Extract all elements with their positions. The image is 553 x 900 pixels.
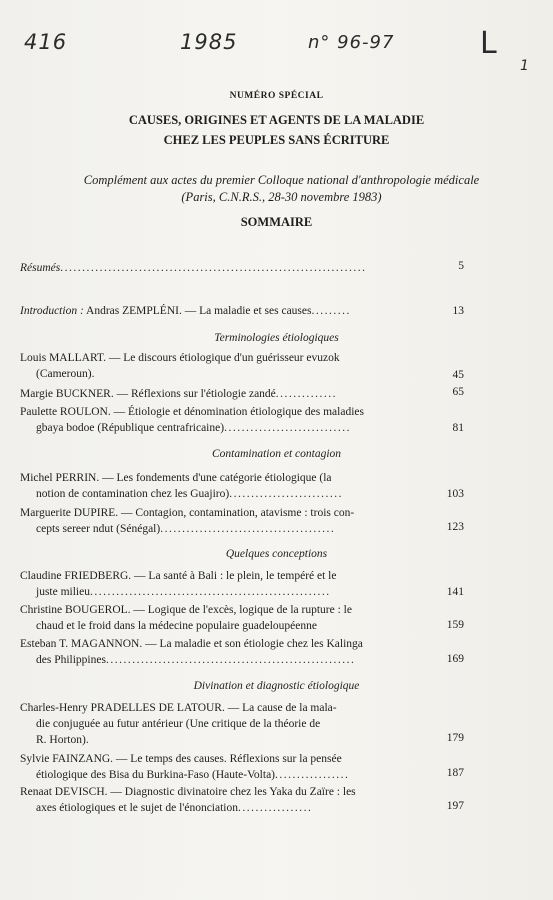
section-title: Contamination et contagion xyxy=(211,448,342,460)
toc-line: des Philippines xyxy=(36,654,106,666)
toc-line: Esteban T. MAGANNON. — La maladie et son étiologie chez les Kalinga xyxy=(20,638,363,650)
toc-page-number: 81 xyxy=(452,422,464,434)
toc-entry: Marguerite DUPIRE. — Contagion, contamination, atavisme : trois con- cepts sereer ndut (Sénégal)........................................ xyxy=(20,505,460,537)
toc-line: Renaat DEVISCH. — Diagnostic divinatoire chez les Yaka du Zaïre : les xyxy=(20,786,356,798)
toc-page-number: 13 xyxy=(452,305,464,317)
handwritten-year: 1985 xyxy=(180,30,238,54)
toc-label: Résumés xyxy=(20,262,61,274)
toc-page-number: 45 xyxy=(452,369,464,381)
handwritten-shelf-letter: L xyxy=(480,26,498,61)
handwritten-issue-numbers: n° 96-97 xyxy=(308,32,395,53)
handwritten-shelf-number: 1 xyxy=(520,58,530,74)
toc-entry-resumes: Résumés...................................................................... xyxy=(20,262,367,274)
toc-entry: Michel PERRIN. — Les fondements d'une catégorie étiologique (la notion de contamination chez les Guajiro).......................... xyxy=(20,470,460,502)
section-title: Divination et diagnostic étiologique xyxy=(193,680,360,692)
toc-line: Marguerite DUPIRE. — Contagion, contamination, atavisme : trois con- xyxy=(20,507,355,519)
toc-entry: Claudine FRIEDBERG. — La santé à Bali : le plein, le tempéré et le juste milieu....................................................... xyxy=(20,568,460,600)
toc-page-number: 65 xyxy=(452,386,464,398)
toc-entry-introduction: Introduction : Andras ZEMPLÉNI. — La maladie et ses causes......... xyxy=(20,305,351,317)
toc-entry: Esteban T. MAGANNON. — La maladie et son étiologie chez les Kalinga des Philippines......................................................... xyxy=(20,636,460,668)
toc-page-number: 159 xyxy=(446,619,464,631)
toc-line: chaud et le froid dans la médecine populaire guadeloupéenne xyxy=(36,620,317,632)
toc-line: Sylvie FAINZANG. — Le temps des causes. Réflexions sur la pensée xyxy=(20,753,342,765)
toc-page-number: 169 xyxy=(446,653,464,665)
toc-page-number: 187 xyxy=(446,767,464,779)
toc-line: Louis MALLART. — Le discours étiologique d'un guérisseur evuzok xyxy=(20,352,340,364)
toc-entry: Paulette ROULON. — Étiologie et dénomination étiologique des maladies gbaya bodoe (République centrafricaine)............................. xyxy=(20,404,460,436)
toc-line: Claudine FRIEDBERG. — La santé à Bali : le plein, le tempéré et le xyxy=(20,570,337,582)
toc-line: Margie BUCKNER. — Réflexions sur l'étiologie zandé xyxy=(20,388,276,400)
toc-line: R. Horton). xyxy=(36,734,89,746)
toc-line: Michel PERRIN. — Les fondements d'une catégorie étiologique (la xyxy=(20,472,332,484)
toc-page-number: 5 xyxy=(458,260,464,272)
toc-line: gbaya bodoe (République centrafricaine) xyxy=(36,422,225,434)
toc-line: die conjuguée au futur antérieur (Une critique de la théorie de xyxy=(36,718,321,730)
toc-line: juste milieu xyxy=(36,586,90,598)
sommaire-heading: SOMMAIRE xyxy=(240,215,313,229)
complement-line2: (Paris, C.N.R.S., 28-30 novembre 1983) xyxy=(181,190,382,204)
toc-prefix: Introduction : xyxy=(20,305,84,317)
toc-entry xyxy=(20,350,460,382)
complement-line1: Complément aux actes du premier Colloque national d'anthropologie médicale xyxy=(83,173,480,187)
handwritten-volume: 416 xyxy=(24,30,68,54)
toc-page-number: 197 xyxy=(446,800,464,812)
toc-line: cepts sereer ndut (Sénégal) xyxy=(36,523,161,535)
toc-page-number: 103 xyxy=(446,488,464,500)
section-title: Quelques conceptions xyxy=(225,548,328,560)
issue-title-line1: CAUSES, ORIGINES ET AGENTS DE LA MALADIE xyxy=(128,113,425,127)
special-issue-label: NUMÉRO SPÉCIAL xyxy=(229,91,324,101)
toc-page-number: 123 xyxy=(446,521,464,533)
issue-title-line2: CHEZ LES PEUPLES SANS ÉCRITURE xyxy=(163,133,390,147)
toc-line: axes étiologiques et le sujet de l'énonciation xyxy=(36,802,238,814)
toc-line: Christine BOUGEROL. — Logique de l'excès, logique de la rupture : le xyxy=(20,604,352,616)
toc-entry xyxy=(20,700,460,748)
toc-page-number: 141 xyxy=(446,586,464,598)
toc-page-number: 179 xyxy=(446,732,464,744)
toc-entry: Renaat DEVISCH. — Diagnostic divinatoire chez les Yaka du Zaïre : les axes étiologiques et le sujet de l'énonciation................. xyxy=(20,784,460,816)
toc-text: Andras ZEMPLÉNI. — La maladie et ses causes xyxy=(83,305,312,317)
toc-line: (Cameroun). xyxy=(36,368,95,380)
toc-entry xyxy=(20,602,460,634)
toc-entry: Sylvie FAINZANG. — Le temps des causes. Réflexions sur la pensée étiologique des Bisa du Burkina-Faso (Haute-Volta)................. xyxy=(20,751,460,783)
toc-entry: Margie BUCKNER. — Réflexions sur l'étiologie zandé.............. xyxy=(20,388,338,400)
toc-line: Charles-Henry PRADELLES DE LATOUR. — La cause de la mala- xyxy=(20,702,337,714)
toc-line: notion de contamination chez les Guajiro) xyxy=(36,488,230,500)
toc-line: étiologique des Bisa du Burkina-Faso (Haute-Volta) xyxy=(36,769,276,781)
toc-line: Paulette ROULON. — Étiologie et dénomination étiologique des maladies xyxy=(20,406,364,418)
section-title: Terminologies étiologiques xyxy=(214,332,339,344)
